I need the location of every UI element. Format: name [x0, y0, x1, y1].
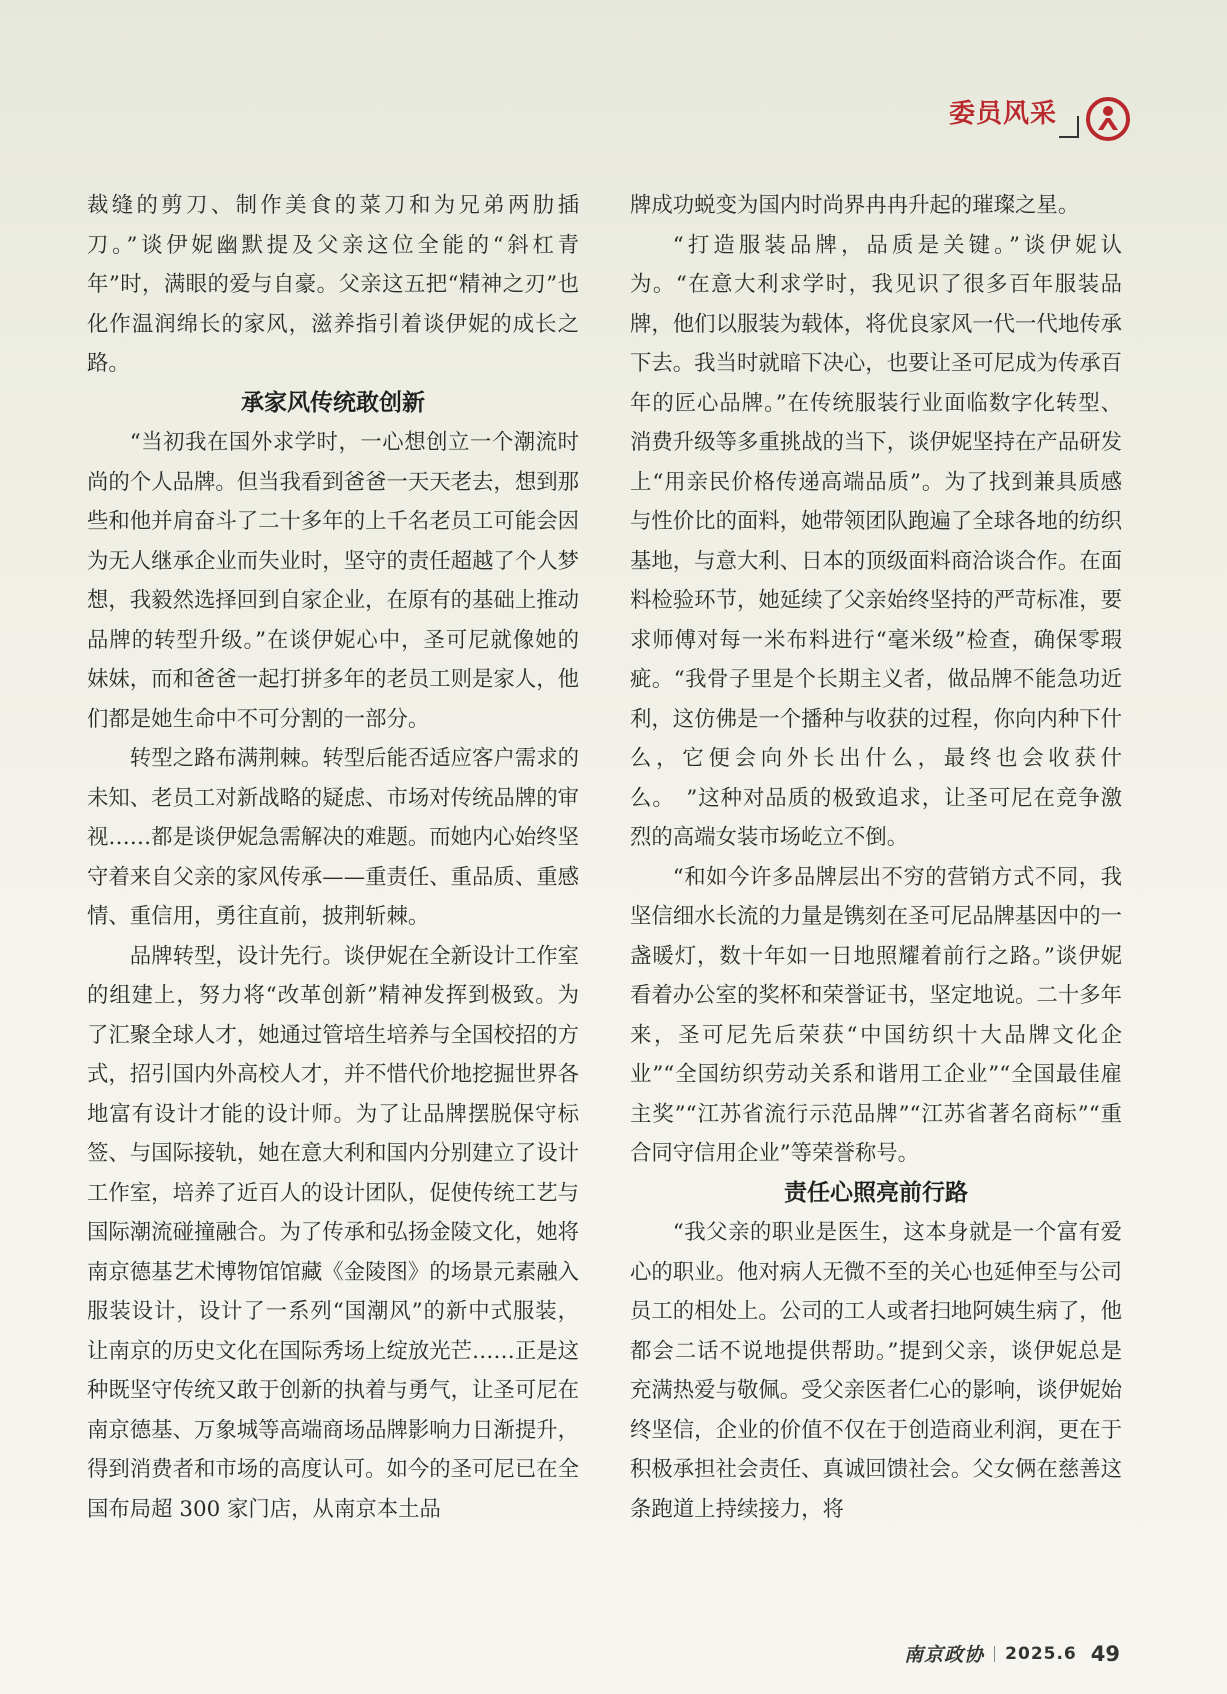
paragraph: “打造服装品牌，品质是关键。”谈伊妮认为。“在意大利求学时，我见识了很多百年服装品牌，他们以服装为载体，将优良家风一代一代地传承下去。我当时就暗下决心，也要让圣可尼成为传承百年的匠心品牌。”在传统服装行业面临数字化转型、消费升级等多重挑战的当下，谈伊妮坚持在产品研发上“用亲民价格传递高端品质”。为了找到兼具质感与性价比的面料，她带领团队跑遍了全球各地的纺织基地，与意大利、日本的顶级面料商洽谈合作。在面料检验环节，她延续了父亲始终坚持的严苛标准，要求师傅对每一米布料进行“毫米级”检查，确保零瑕疵。“我骨子里是个长期主义者，做品牌不能急功近利，这仿佛是一个播种与收获的过程，你向内种下什么，它便会向外长出什么，最终也会收获什么。 ”这种对品质的极致追求，让圣可尼在竞争激烈的高端女装市场屹立不倒。	[630, 232, 1122, 850]
page-number: 49	[1090, 1641, 1120, 1666]
subheading: 承家风传统敢创新	[241, 389, 425, 416]
paragraph: “和如今许多品牌层出不穷的营销方式不同，我坚信细水长流的力量是镌刻在圣可尼品牌基因中的一盏暖灯，数十年如一日地照耀着前行之路。”谈伊妮看着办公室的奖杯和荣誉证书，坚定地说。二十多年来，圣可尼先后荣获“中国纺织十大品牌文化企业”“全国纺织劳动关系和谐用工企业”“全国最佳雇主奖”“江苏省流行示范品牌”“江苏省著名商标”“重合同守信用企业”等荣誉称号。	[630, 864, 1122, 1166]
footer-divider	[994, 1646, 995, 1662]
corner-bracket-decoration	[1059, 116, 1079, 138]
paragraph: 裁缝的剪刀、制作美食的菜刀和为兄弟两肋插刀。”谈伊妮幽默提及父亲这位全能的“斜杠青年”时，满眼的爱与自豪。父亲这五把“精神之刃”也化作温润绵长的家风，滋养指引着谈伊妮的成长之路。	[87, 193, 579, 376]
subheading: 责任心照亮前行路	[784, 1179, 968, 1206]
page-header	[949, 96, 1131, 142]
left-column	[87, 186, 579, 1529]
paragraph: “我父亲的职业是医生，这本身就是一个富有爱心的职业。他对病人无微不至的关心也延伸至与公司员工的相处上。公司的工人或者扫地阿姨生病了，他都会二话不说地提供帮助。”提到父亲，谈伊妮总是充满热爱与敬佩。受父亲医者仁心的影响，谈伊妮始终坚信，企业的价值不仅在于创造商业利润，更在于积极承担社会责任、真诚回馈社会。父女俩在慈善这条跑道上持续接力，将	[630, 1220, 1122, 1522]
paragraph: 牌成功蜕变为国内时尚界冉冉升起的璀璨之星。	[630, 193, 1080, 218]
paragraph: “当初我在国外求学时，一心想创立一个潮流时尚的个人品牌。但当我看到爸爸一天天老去，想到那些和他并肩奋斗了二十多年的上千名老员工可能会因为无人继承企业而失业时，坚守的责任超越了个人梦想，我毅然选择回到自家企业，在原有的基础上推动品牌的转型升级。”在谈伊妮心中，圣可尼就像她的妹妹，而和爸爸一起打拼多年的老员工则是家人，他们都是她生命中不可分割的一部分。	[87, 430, 579, 732]
cppcc-emblem-icon	[1085, 96, 1131, 142]
paragraph: 转型之路布满荆棘。转型后能否适应客户需求的未知、老员工对新战略的疑虑、市场对传统品牌的审视……都是谈伊妮急需解决的难题。而她内心始终坚守着来自父亲的家风传承——重责任、重品质、重感情、重信用，勇往直前，披荆斩棘。	[87, 746, 580, 929]
paragraph: 品牌转型，设计先行。谈伊妮在全新设计工作室的组建上，努力将“改革创新”精神发挥到极致。为了汇聚全球人才，她通过管培生培养与全国校招的方式，招引国内外高校人才，并不惜代价地挖掘世界各地富有设计才能的设计师。为了让品牌摆脱保守标签、与国际接轨，她在意大利和国内分别建立了设计工作室，培养了近百人的设计团队，促使传统工艺与国际潮流碰撞融合。为了传承和弘扬金陵文化，她将南京德基艺术博物馆馆藏《金陵图》的场景元素融入服装设计，设计了一系列“国潮风”的新中式服装，让南京的历史文化在国际秀场上绽放光芒……正是这种既坚守传统又敢于创新的执着与勇气，让圣可尼在南京德基、万象城等高端商场品牌影响力日渐提升，得到消费者和市场的高度认可。如今的圣可尼已在全国布局超 300 家门店，从南京本土品	[87, 943, 580, 1522]
section-title: 委员风采	[948, 98, 1057, 129]
issue-number: 2025.6	[1005, 1643, 1077, 1664]
magazine-name: 南京政协	[904, 1644, 985, 1666]
right-column	[630, 186, 1122, 1529]
page-footer	[904, 1640, 1120, 1667]
